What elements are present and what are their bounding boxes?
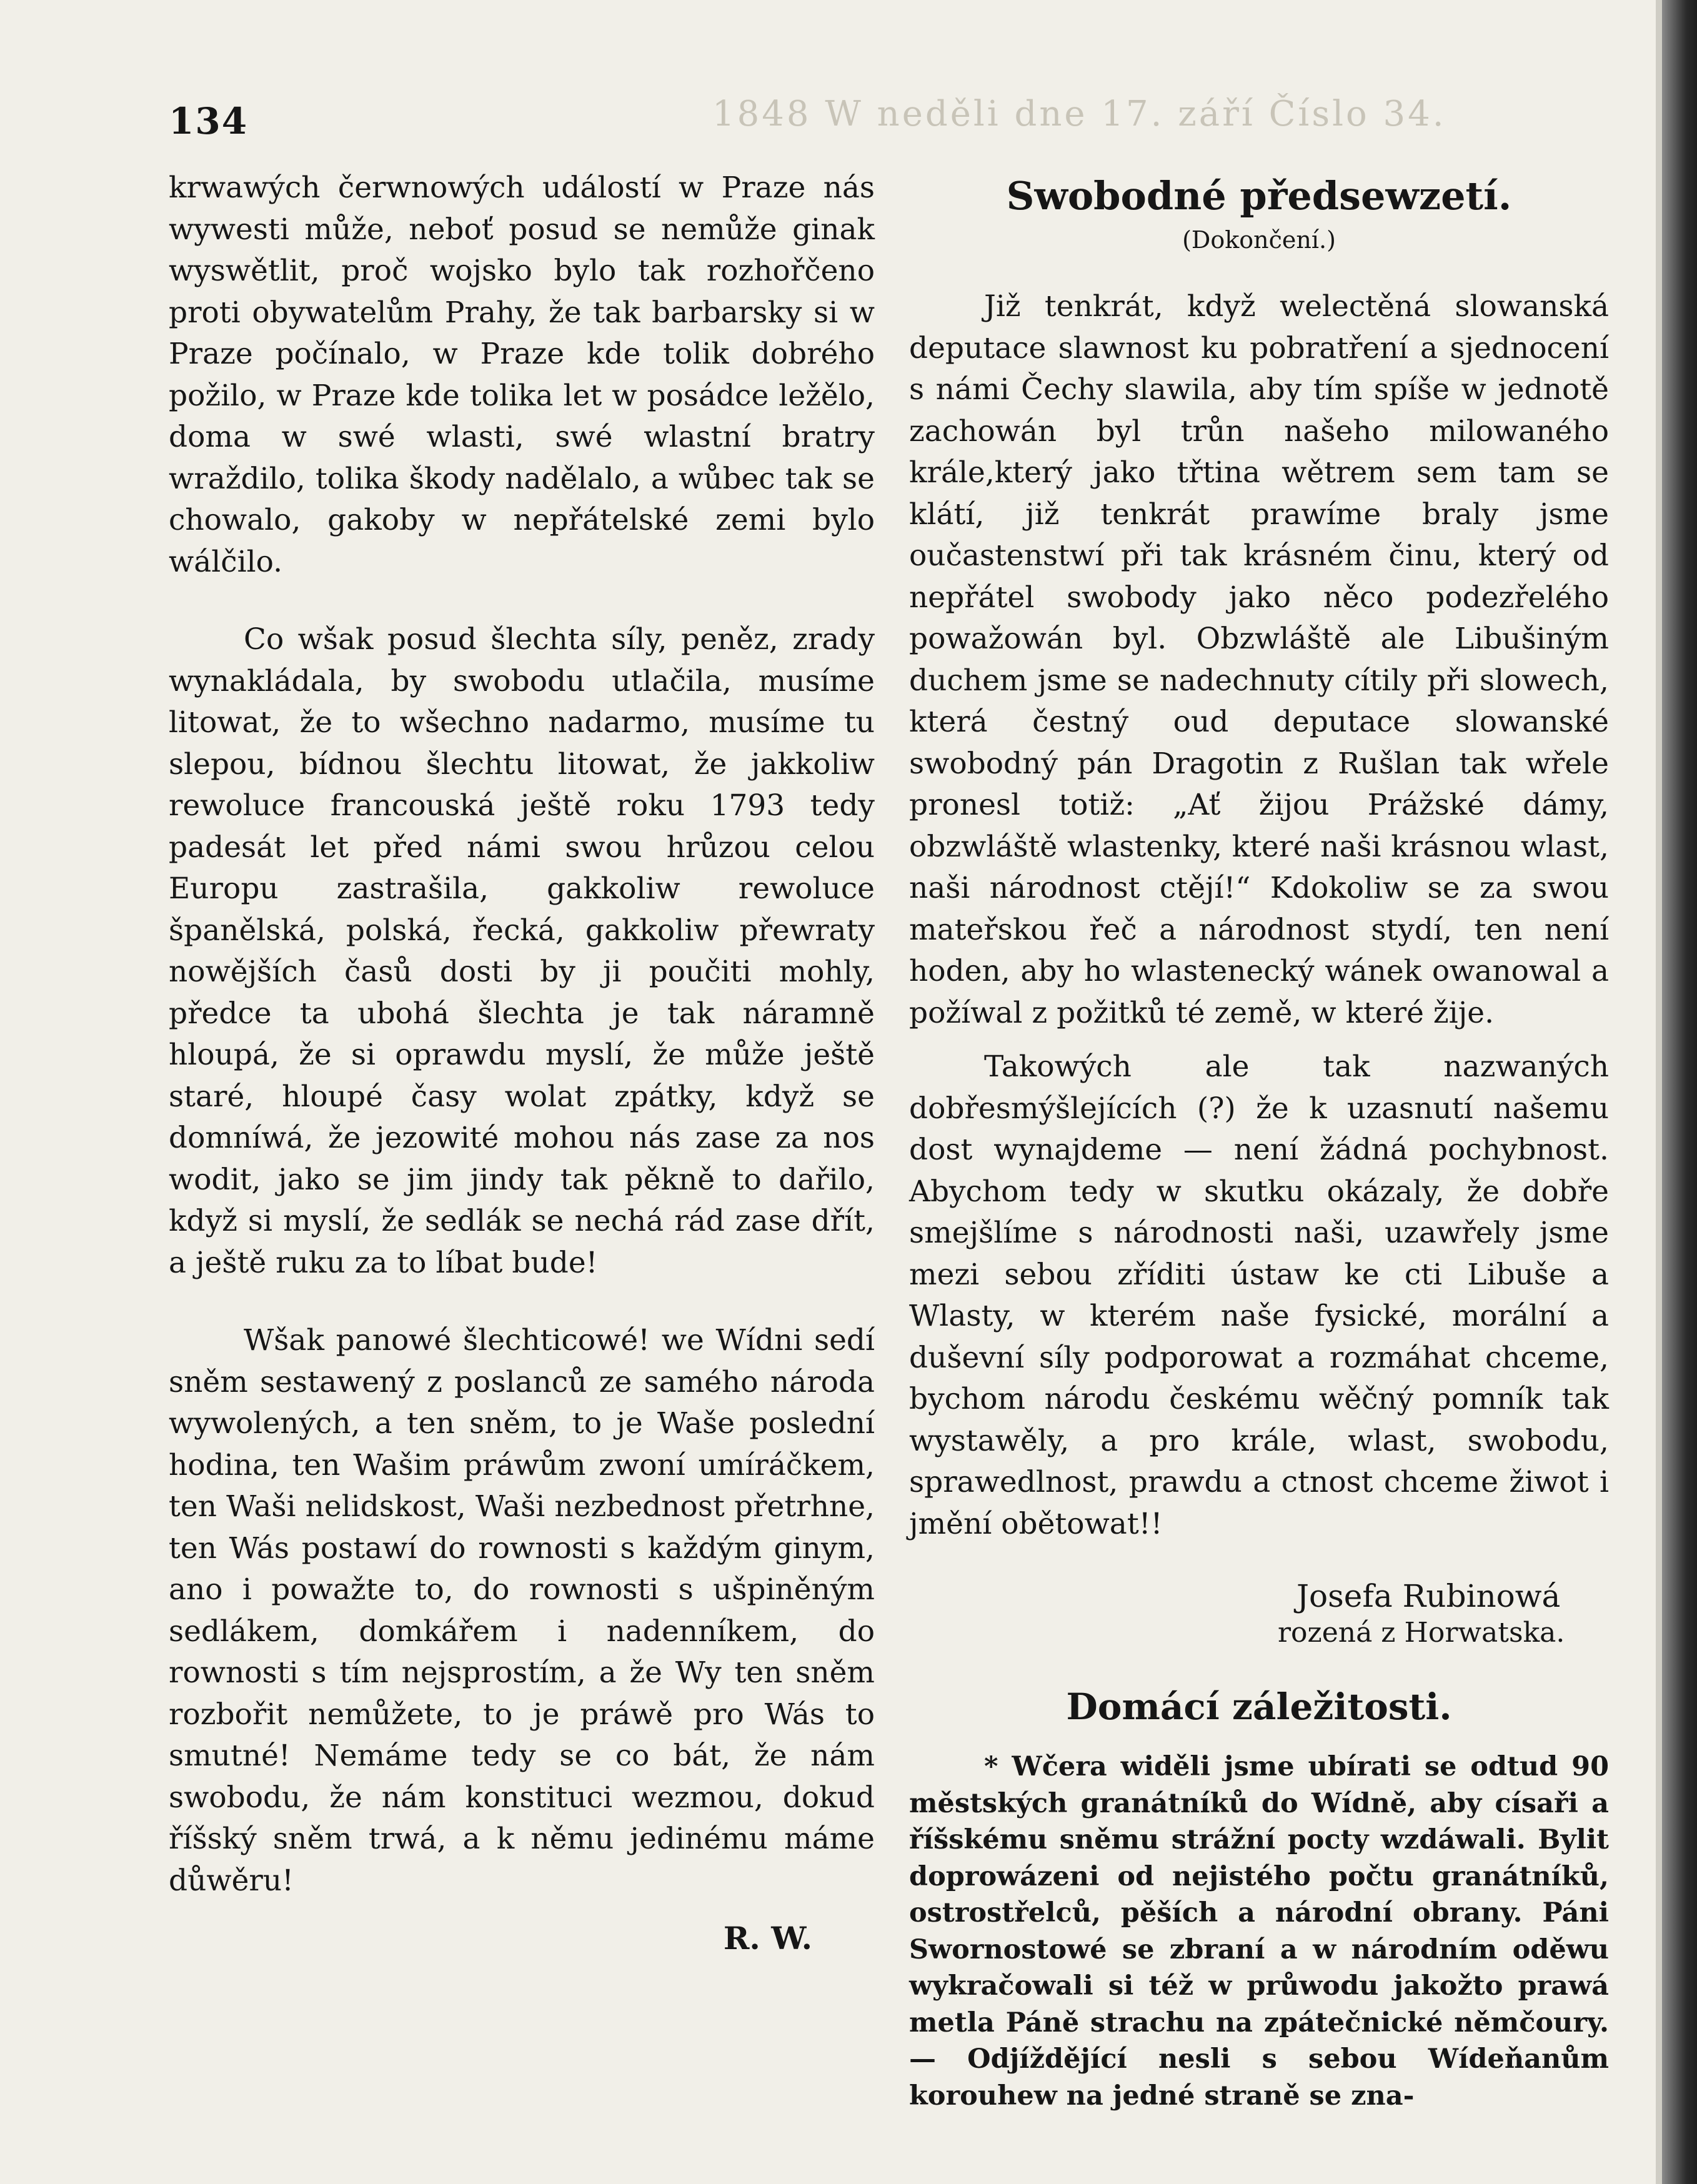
- bleed-through-header: 1848 W neděli dne 17. září Číslo 34.: [712, 94, 1446, 134]
- author-name: Josefa Rubinowá: [1296, 1578, 1561, 1614]
- left-paragraph-1: krwawých čerwnowých událostí w Praze nás wywesti může, neboť posud se nemůže ginak wyswětlit, proč wojsko bylo tak rozhořčeno proti obywatelům Prahy, že tak barbarsky si w Praze počínalo, w Praze kde tolik dobrého požilo, w Praze kde tolika let w posádce ležělo, doma w swé wlasti, swé wlastní bratry wraždilo, tolika škody nadělalo, a wůbec tak se chowalo, gakoby w nepřátelské zemi bylo wálčilo.: [169, 171, 875, 579]
- left-paragraph-2: Co wšak posud šlechta síly, peněz, zrady wynakládala, by swobodu utlačila, musíme litowat, že to wšechno nadarmo, musíme tu slepou, bídnou šlechtu litowat, že jakkoliw rewoluce francouská ještě roku 1793 tedy padesát let před námi swou hrůzou celou Europu zastrašila, gakkoliw rewoluce španělská, polská, řecká, gakkoliw přewraty nowějších časů dosti by ji poučiti mohly, předce ta ubohá šlechta je tak náramně hloupá, že si oprawdu myslí, že může ještě staré, hloupé časy wolat zpátky, když se domníwá, že jezowité mohou nás zase za nos wodit, jako se jim jindy tak pěkně to dařilo, když si myslí, že sedlák se nechá rád zase dřít, a ještě ruku za to líbat bude!: [169, 622, 875, 1280]
- page-number: 134: [169, 100, 249, 142]
- section-title: Domácí záležitosti.: [1066, 1685, 1452, 1728]
- author-origin: rozená z Horwatska.: [1278, 1617, 1565, 1649]
- news-item: * Wčera widěli jsme ubírati se odtud 90 městských granátníků do Wídně, aby císaři a říšskému sněmu strážní pocty wzdáwali. Bylit doprowázeni od nejistého počtu granátníků, ostrostřelců, pěších a národní obrany. Páni Swornostowé se zbraní a w národním oděwu wykračowali si též w průwodu jakožto prawá metla Páně strachu na zpátečnické němčoury. — Odjíždějící nesli s sebou Wídeňanům korouhew na jedné straně se zna-: [909, 1751, 1609, 2112]
- left-signature: R. W.: [723, 1920, 812, 1957]
- article-subtitle: (Dokončení.): [1182, 226, 1336, 254]
- right-paragraph-2: Takowých ale tak nazwaných dobřesmýšlejících (?) že k uzasnutí našemu dost wynajdeme — není žádná pochybnost. Abychom tedy w skutku okázaly, že dobře smejšlíme s národnosti naši, uzawřely jsme mezi sebou zříditi ústaw ke cti Libuše a Wlasty, w kterém naše fysické, morální a duševní síly podporowat a rozmáhat chceme, bychom národu českému wěčný pomník tak wystawěly, a pro krále, wlast, swobodu, sprawedlnost, prawdu a ctnost chceme žiwot i jmění obětowat!!: [909, 1050, 1609, 1541]
- left-paragraph-3: Wšak panowé šlechticowé! we Wídni sedí sněm sestawený z poslanců ze samého národa wywolených, a ten sněm, to je Waše poslední hodina, ten Wašim práwům zwoní umíráčkem, ten Waši nelidskost, Waši nezbednost přetrhne, ten Wás postawí do rownosti s každým ginym, ano i powažte to, do rownosti s ušpiněným sedlákem, domkářem i nadenníkem, do rownosti s tím nejsprostím, a že Wy ten sněm rozbořit nemůžete, to je práwě pro Wás to smutné! Nemáme tedy se co bát, že nám swobodu, že nám konstituci wezmou, dokud říšský sněm trwá, a k němu jedinému máme důwěru!: [169, 1323, 875, 1898]
- right-column: [909, 167, 1609, 2114]
- right-paragraph-1: Již tenkrát, když welectěná slowanská deputace slawnost ku pobratření a sjednocení s námi Čechy slawila, aby tím spíše w jednotě zachowán byl trůn našeho milowaného krále,který jako třtina wětrem sem tam se klátí, již tenkrát prawíme braly jsme oučastenstwí při tak krásném činu, který od nepřátel swobody jako něco podezřelého powažowán byl. Obzwláště ale Libušiným duchem jsme se nadechnuty cítily při slowech, která čestný oud deputace slowanské swobodný pán Dragotin z Rušlan tak wřele pronesl totiž: „Ať žijou Prážské dámy, obzwláště wlastenky, které naši krásnou wlast, naši národnost ctějí!“ Kdokoliw se za swou mateřskou řeč a národnost stydí, ten není hoden, aby ho wlastenecký wánek owanowal a požíwal z požitků té země, w které žije.: [909, 289, 1609, 1030]
- page-edge-shadow: [1662, 0, 1697, 2184]
- article-title: Swobodné předsewzetí.: [1006, 173, 1512, 219]
- left-column: [169, 167, 875, 1960]
